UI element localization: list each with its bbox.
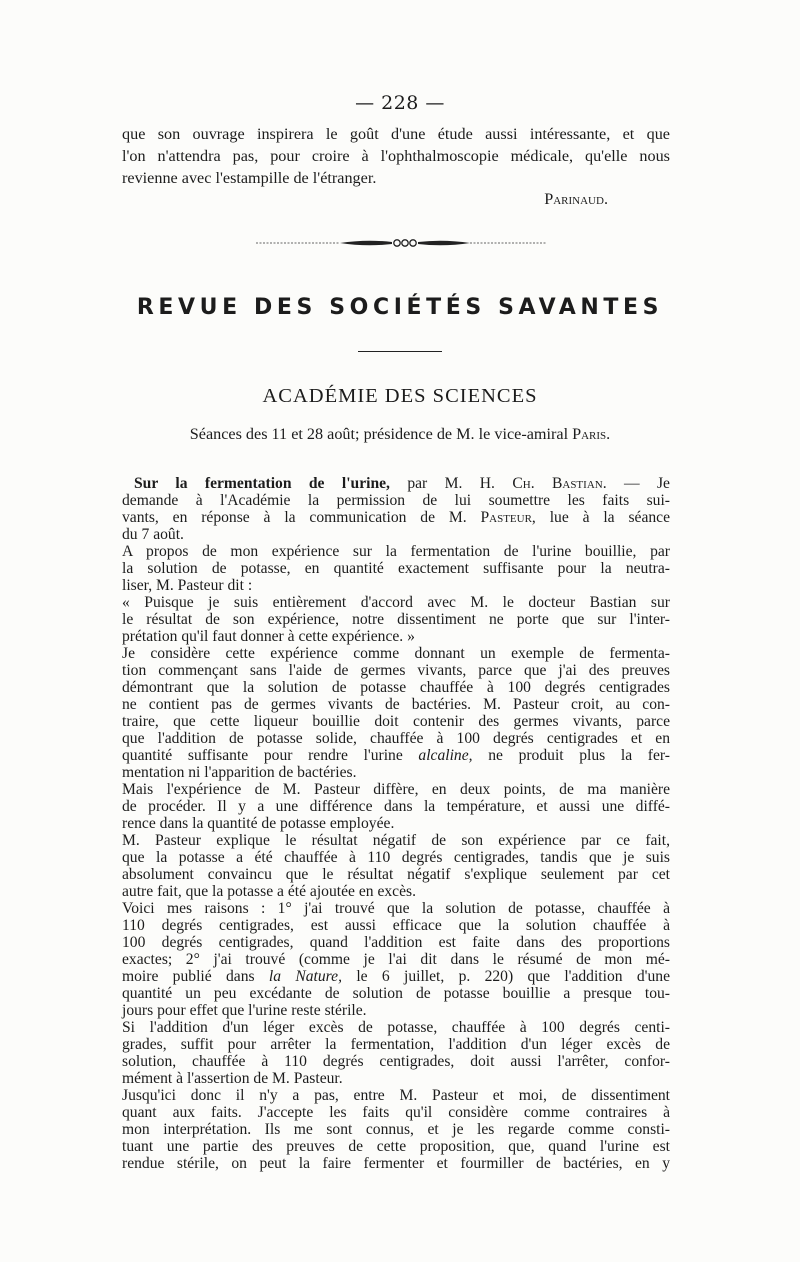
text-segment: — Je [624, 475, 670, 492]
text-line: rendue stérile, on peut la faire fermenter et fourmiller de bactéries, en y [122, 1155, 670, 1172]
text-line: M. Pasteur explique le résultat négatif de son expérience par ce fait, [122, 832, 670, 849]
text-line: traire, que cette liqueur bouillie doit contenir des germes vivants, parce [122, 713, 670, 730]
text-line: Jusqu'ici donc il n'y a pas, entre M. Pasteur et moi, de dissentiment [122, 1087, 670, 1104]
text-line: mon interprétation. Ils me sont connus, et je les regarde comme consti- [122, 1121, 670, 1138]
text-line [122, 968, 670, 985]
page-number: — 228 — [355, 92, 445, 114]
text-line: rence dans la quantité de potasse employée. [122, 815, 395, 832]
text-line: 110 degrés centigrades, est aussi efficace que la solution chauffée à [122, 917, 670, 934]
text-line: grades, suffit pour arrêter la fermentation, l'addition d'un léger excès de [122, 1036, 670, 1053]
ornamental-divider [256, 236, 546, 250]
text-line [122, 747, 670, 764]
section-title: REVUE DES SOCIÉTÉS SAVANTES [136, 295, 664, 320]
text-line: exactes; 2° j'ai trouvé (comme je l'ai dit dans le résumé de mon mé- [122, 951, 670, 968]
author-signature: Parinaud. [544, 190, 608, 208]
text-line: solution, chauffée à 110 degrés centigrades, doit aussi l'arrêter, confor- [122, 1053, 670, 1070]
text-line: demande à l'Académie la permission de lui soumettre les faits sui- [122, 492, 670, 509]
text-line: mément à l'assertion de M. Pasteur. [122, 1070, 343, 1087]
text-line: quantité un peu excédante de solution de potasse bouillie a presque tou- [122, 985, 670, 1002]
text-segment: vants, en réponse à la communication de M. [122, 509, 467, 526]
author-name: Ch. Bastian. [512, 475, 607, 492]
text-line: le résultat de son expérience, notre dissentiment ne porte que sur l'inter- [122, 611, 670, 628]
text-segment: ne produit plus la fer- [488, 747, 670, 764]
article-heading-line [122, 475, 670, 492]
text-segment: lue à la séance [549, 509, 670, 526]
sessions-line [0, 425, 800, 444]
text-line: Si l'addition d'un léger excès de potasse, chauffée à 100 degrés centi- [122, 1019, 670, 1036]
text-line: ne contient pas de germes vivants de bactéries. M. Pasteur croit, au con- [122, 696, 670, 713]
text-line: Mais l'expérience de M. Pasteur diffère, en deux points, de ma manière [122, 781, 670, 798]
text-line: de procéder. Il y a une différence dans la température, et aussi une diffé- [122, 798, 670, 815]
intro-line: que son ouvrage inspirera le goût d'une étude aussi intéressante, et que [122, 125, 670, 143]
text-segment: moire publié dans [122, 968, 255, 985]
text-line: Je considère cette expérience comme donnant un exemple de fermenta- [122, 645, 670, 662]
sessions-text: Séances des 11 et 28 août; présidence de M. le vice-amiral [189, 425, 569, 443]
intro-line: l'on n'attendra pas, pour croire à l'ophthalmoscopie médicale, qu'elle nous [122, 147, 670, 165]
text-segment: le 6 juillet, p. 220) que l'addition d'une [356, 968, 671, 985]
intro-line: revienne avec l'estampille de l'étranger. [122, 169, 377, 187]
text-line: absolument convaincu que le résultat négatif s'explique seulement par cet [122, 866, 670, 883]
text-line: démontrant que la solution de potasse chauffée à 100 degrés centigrades [122, 679, 670, 696]
text-line: que la potasse a été chauffée à 110 degrés centigrades, tandis que je suis [122, 849, 670, 866]
text-line: quant aux faits. J'accepte les faits qu'il considère comme contraires à [122, 1104, 670, 1121]
author-prefix: par M. H. [407, 475, 495, 492]
text-segment: Pasteur, [480, 509, 536, 526]
text-line: mentation ni l'apparition de bactéries. [122, 764, 357, 781]
article-title: Sur la fermentation de l'urine, [134, 475, 390, 492]
text-line: « Puisque je suis entièrement d'accord avec M. le docteur Bastian sur [122, 594, 670, 611]
title-rule [358, 351, 442, 352]
text-line [122, 509, 670, 526]
text-line: autre fait, que la potasse a été ajoutée en excès. [122, 883, 416, 900]
text-line: jours pour effet que l'urine reste stérile. [122, 1002, 367, 1019]
text-line: du 7 août. [122, 526, 184, 543]
text-line: Voici mes raisons : 1° j'ai trouvé que la solution de potasse, chauffée à [122, 900, 670, 917]
president-name: Paris. [572, 425, 611, 443]
text-segment: quantité suffisante pour rendre l'urine [122, 747, 403, 764]
text-line: liser, M. Pasteur dit : [122, 577, 253, 594]
text-segment: alcaline, [418, 747, 473, 764]
text-line: que l'addition de potasse solide, chauffée à 100 degrés centigrades et en [122, 730, 670, 747]
text-line: tion commençant sans l'aide de germes vivants, parce que j'ai des preuves [122, 662, 670, 679]
text-segment: la Nature, [268, 968, 342, 985]
text-line: la solution de potasse, en quantité exactement suffisante pour la neutra- [122, 560, 670, 577]
text-line: tuant une partie des preuves de cette proposition, que, quand l'urine est [122, 1138, 670, 1155]
text-line: 100 degrés centigrades, quand l'addition est faite dans des proportions [122, 934, 670, 951]
text-line: prétation qu'il faut donner à cette expérience. » [122, 628, 415, 645]
text-line: A propos de mon expérience sur la fermentation de l'urine bouillie, par [122, 543, 670, 560]
academy-heading: ACADÉMIE DES SCIENCES [262, 385, 538, 407]
